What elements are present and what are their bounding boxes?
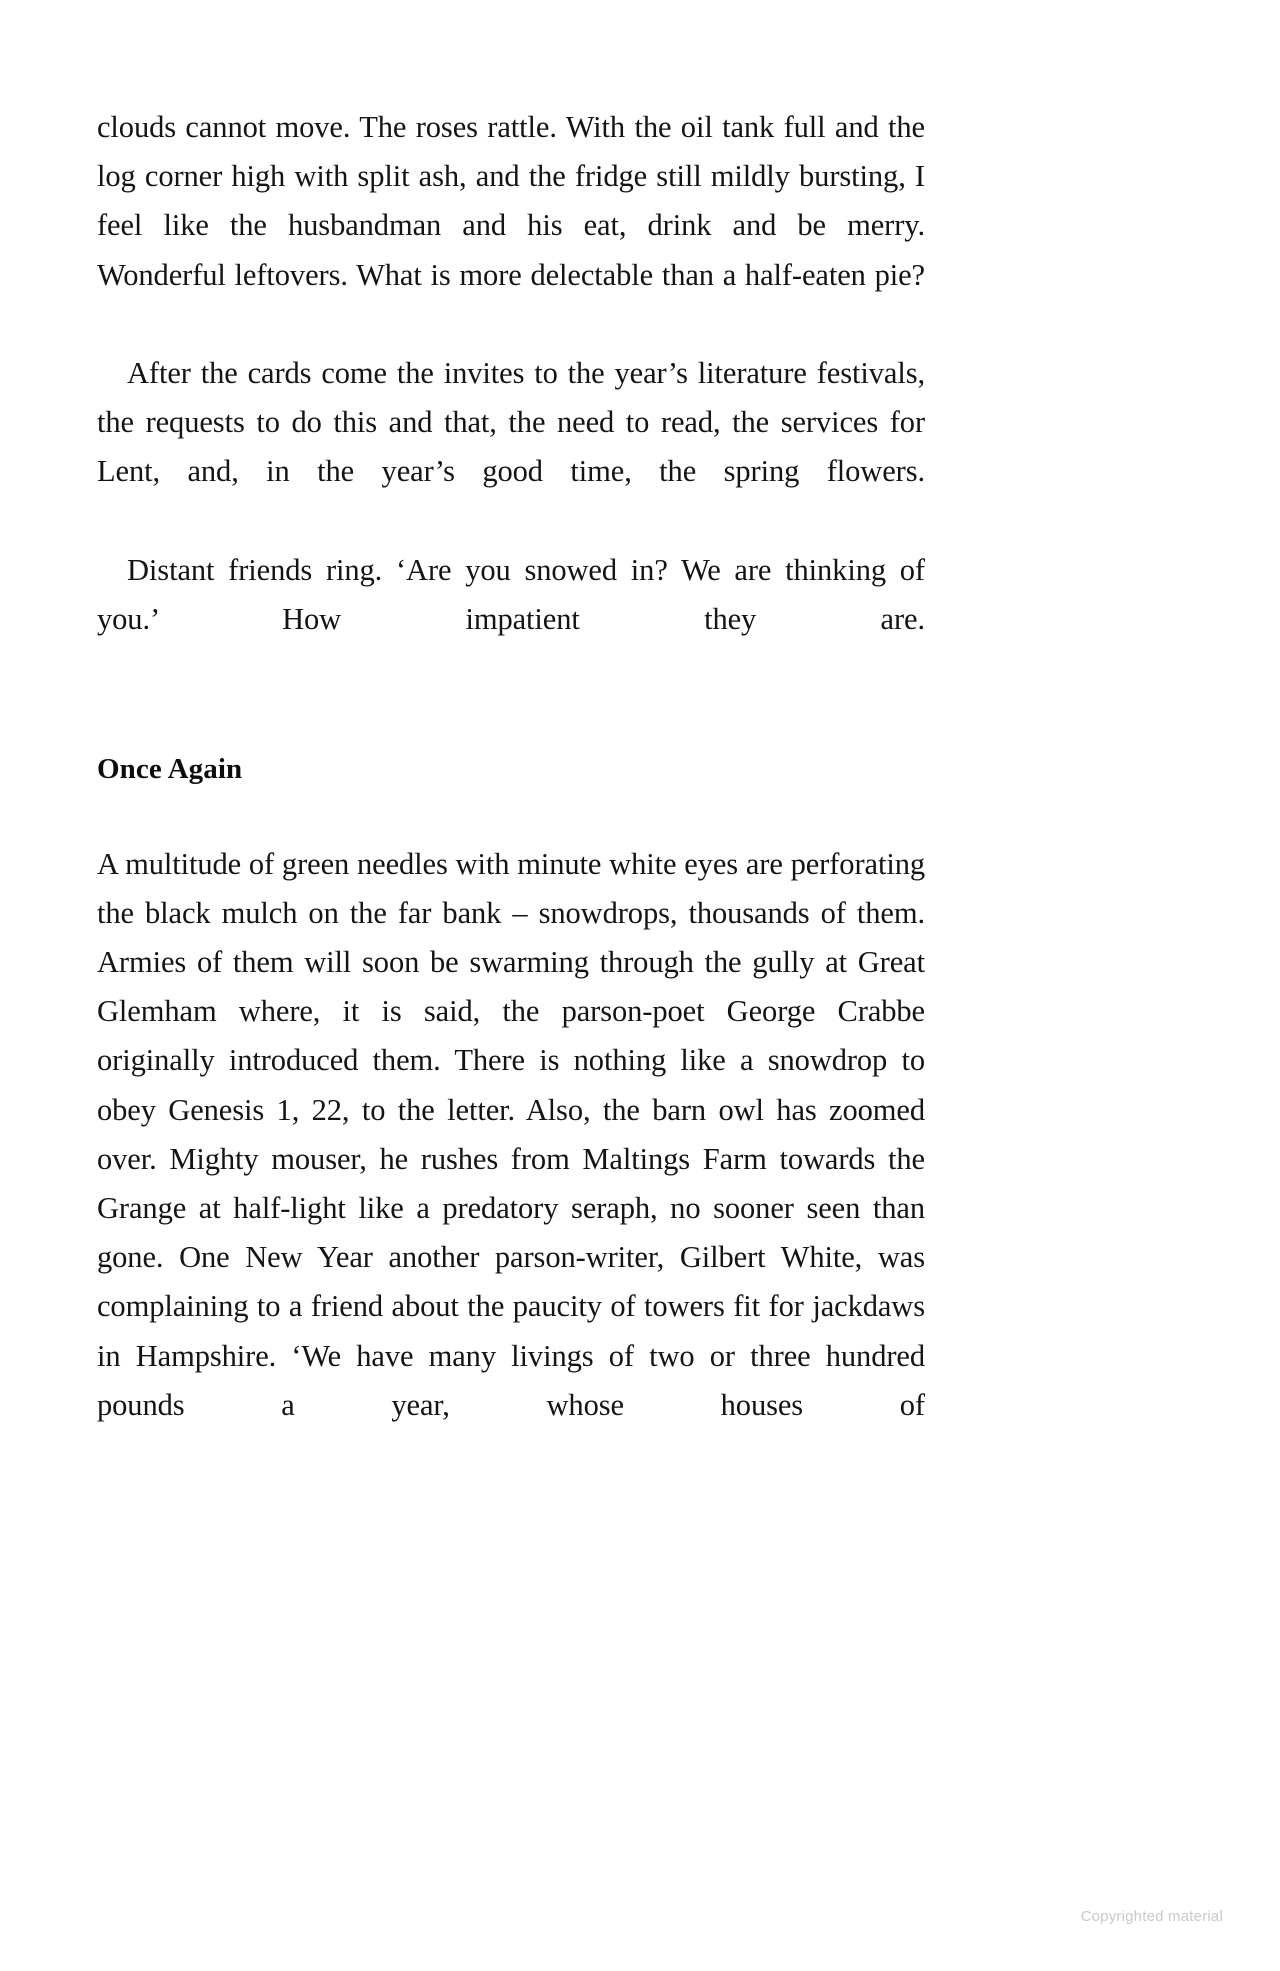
copyright-watermark: Copyrighted material: [1080, 1908, 1223, 1925]
paragraph-a-multitude-of-green-needles: A multitude of green needles with minute white eyes are perforating the black mulch on the far bank – snowdrops, thousands of them. Armies of them will soon be swarming through the gully at Great Glemham where, it is said, the parson-poet George Crabbe originally introduced them. There is nothing like a snowdrop to obey Genesis 1, 22, to the letter. Also, the barn owl has zoomed over. Mighty mouser, he rushes from Maltings Farm towards the Grange at half-light like a predatory seraph, no sooner seen than gone. One New Year another parson-writer, Gilbert White, was complaining to a friend about the paucity of towers fit for jackdaws in Hampshire. ‘We have many livings of two or three hundred pounds a year, whose houses of: [97, 846, 925, 1422]
paragraph-clouds-cannot-move: clouds cannot move. The roses rattle. With the oil tank full and the log corner high with split ash, and the fridge still mildly bursting, I feel like the husbandman and his eat, drink and be merry. Wonderful leftovers. What is more delectable than a half-eaten pie?: [97, 110, 925, 292]
section-heading-once-again: Once Again: [97, 753, 243, 786]
paragraph-distant-friends-ring: Distant friends ring. ‘Are you snowed in? We are thinking of you.’ How impatient they are.: [97, 552, 925, 637]
paragraph-after-the-cards: After the cards come the invites to the year’s literature festivals, the requests to do this and that, the need to read, the services for Lent, and, in the year’s good time, the spring flowers.: [97, 356, 925, 489]
heading-spacer-bottom: [97, 795, 925, 840]
text-column: [97, 103, 925, 1479]
heading-spacer-top: [97, 693, 925, 745]
